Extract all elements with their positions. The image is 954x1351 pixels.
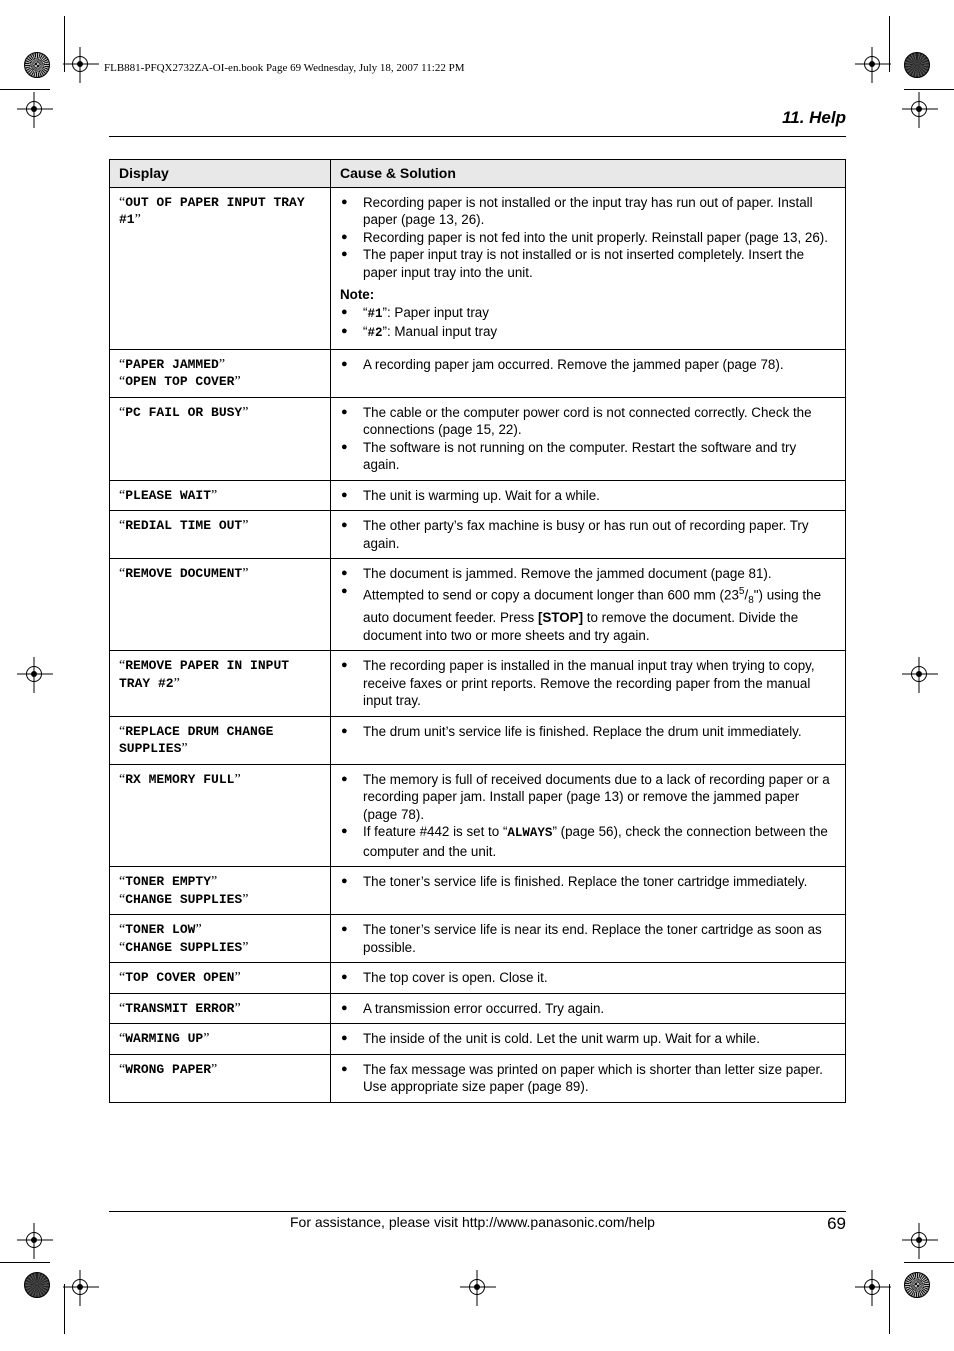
cause-solution bbox=[331, 559, 846, 651]
stop-key-label: [STOP] bbox=[537, 610, 584, 626]
table-row bbox=[110, 349, 846, 397]
list-item: ● The inside of the unit is cold. Let the unit warm up. Wait for a while. bbox=[340, 1030, 836, 1048]
display-message: “REMOVE DOCUMENT” bbox=[110, 559, 331, 651]
crosshair-icon bbox=[72, 1279, 88, 1295]
list-item: ● A transmission error occurred. Try again. bbox=[340, 1000, 836, 1018]
list-item: ● The toner’s service life is finished. Replace the toner cartridge immediately. bbox=[340, 873, 836, 891]
color-rosette-icon bbox=[904, 1272, 930, 1298]
table-row bbox=[110, 397, 846, 480]
display-message: “WRONG PAPER” bbox=[110, 1054, 331, 1102]
list-item: ● The memory is full of received documents due to a lack of recording paper or a recording paper jam. Install paper (page 13) or remove the jammed paper (page 78). bbox=[340, 771, 836, 824]
color-rosette-icon bbox=[904, 52, 930, 78]
cause-solution bbox=[331, 716, 846, 764]
display-message: “REMOVE PAPER IN INPUT TRAY #2” bbox=[110, 651, 331, 717]
color-rosette-icon bbox=[24, 52, 50, 78]
table-row bbox=[110, 1024, 846, 1055]
list-item: ● Recording paper is not installed or the input tray has run out of paper. Install paper (page 13, 26). bbox=[340, 194, 836, 229]
list-item: ● The recording paper is installed in the manual input tray when trying to copy, receive faxes or print reports. Remove the recording paper from the manual input tray. bbox=[340, 657, 836, 710]
crosshair-icon bbox=[911, 1232, 927, 1248]
cause-solution bbox=[331, 1024, 846, 1055]
table-row bbox=[110, 963, 846, 994]
cause-solution bbox=[331, 993, 846, 1024]
cause-solution bbox=[331, 963, 846, 994]
display-message: “TONER EMPTY” “CHANGE SUPPLIES” bbox=[110, 867, 331, 915]
crosshair-icon bbox=[911, 101, 927, 117]
list-item: ● Attempted to send or copy a document longer than 600 mm $(23^5/_8")$ using the auto document feeder. Press [STOP] to remove the document. Divide the document into two or more sheets and try again. bbox=[340, 583, 836, 645]
cause-solution bbox=[331, 867, 846, 915]
display-message: “OUT OF PAPER INPUT TRAY #1” bbox=[110, 187, 331, 349]
list-item: ● If feature #442 is set to “ALWAYS” (page 56), check the connection between the computer and the unit. bbox=[340, 823, 836, 860]
column-header-cause-solution: Cause & Solution bbox=[331, 160, 846, 188]
display-message: “TOP COVER OPEN” bbox=[110, 963, 331, 994]
display-message: “PC FAIL OR BUSY” bbox=[110, 397, 331, 480]
cause-solution bbox=[331, 764, 846, 867]
list-item: ● The fax message was printed on paper which is shorter than letter size paper. Use appropriate size paper (page 89). bbox=[340, 1061, 836, 1096]
list-item: ● “#1”: Paper input tray bbox=[340, 304, 836, 324]
display-message: “TONER LOW” “CHANGE SUPPLIES” bbox=[110, 915, 331, 963]
display-message: “PAPER JAMMED” “OPEN TOP COVER” bbox=[110, 349, 331, 397]
table-row bbox=[110, 993, 846, 1024]
table-row bbox=[110, 559, 846, 651]
cause-solution bbox=[331, 480, 846, 511]
header-divider bbox=[109, 136, 846, 137]
display-message: “TRANSMIT ERROR” bbox=[110, 993, 331, 1024]
display-message: “REPLACE DRUM CHANGE SUPPLIES” bbox=[110, 716, 331, 764]
crosshair-icon bbox=[72, 56, 88, 72]
list-item: ● The drum unit’s service life is finished. Replace the drum unit immediately. bbox=[340, 723, 836, 741]
footer-divider bbox=[109, 1211, 846, 1212]
table-row bbox=[110, 480, 846, 511]
crosshair-icon bbox=[469, 1279, 485, 1295]
cause-solution bbox=[331, 511, 846, 559]
table-row bbox=[110, 764, 846, 867]
help-table bbox=[109, 159, 846, 1103]
display-message: “WARMING UP” bbox=[110, 1024, 331, 1055]
display-message: “REDIAL TIME OUT” bbox=[110, 511, 331, 559]
list-item: ● The toner’s service life is near its end. Replace the toner cartridge as soon as possible. bbox=[340, 921, 836, 956]
note-title: Note: bbox=[340, 287, 375, 302]
table-row bbox=[110, 511, 846, 559]
cause-solution bbox=[331, 915, 846, 963]
list-item: ● “#2”: Manual input tray bbox=[340, 323, 836, 343]
assistance-text: For assistance, please visit http://www.panasonic.com/help bbox=[290, 1214, 655, 1230]
table-row bbox=[110, 867, 846, 915]
list-item: ● The top cover is open. Close it. bbox=[340, 969, 836, 987]
cause-solution bbox=[331, 651, 846, 717]
table-row bbox=[110, 716, 846, 764]
list-item: ● The software is not running on the computer. Restart the software and try again. bbox=[340, 439, 836, 474]
list-item: ● A recording paper jam occurred. Remove the jammed paper (page 78). bbox=[340, 356, 836, 374]
table-row bbox=[110, 1054, 846, 1102]
cause-solution bbox=[331, 349, 846, 397]
list-item: ● Recording paper is not fed into the unit properly. Reinstall paper (page 13, 26). bbox=[340, 229, 836, 247]
crosshair-icon bbox=[26, 101, 42, 117]
list-item: ● The unit is warming up. Wait for a while. bbox=[340, 487, 836, 505]
table-row bbox=[110, 915, 846, 963]
crosshair-icon bbox=[864, 1279, 880, 1295]
cause-solution bbox=[331, 397, 846, 480]
column-header-display: Display bbox=[110, 160, 331, 188]
list-item: ● The paper input tray is not installed or is not inserted completely. Insert the paper input tray into the unit. bbox=[340, 246, 836, 281]
display-message: “RX MEMORY FULL” bbox=[110, 764, 331, 867]
cause-solution bbox=[331, 187, 846, 349]
table-row bbox=[110, 651, 846, 717]
color-rosette-icon bbox=[24, 1272, 50, 1298]
crosshair-icon bbox=[911, 666, 927, 682]
display-message: “PLEASE WAIT” bbox=[110, 480, 331, 511]
page-number: 69 bbox=[827, 1214, 846, 1233]
crosshair-icon bbox=[26, 666, 42, 682]
table-header-row bbox=[110, 160, 846, 188]
list-item: ● The document is jammed. Remove the jammed document (page 81). bbox=[340, 565, 836, 583]
crosshair-icon bbox=[26, 1232, 42, 1248]
cause-solution bbox=[331, 1054, 846, 1102]
section-title: 11. Help bbox=[782, 108, 846, 127]
crosshair-icon bbox=[864, 56, 880, 72]
table-row bbox=[110, 187, 846, 349]
list-item: ● The other party’s fax machine is busy or has run out of recording paper. Try again. bbox=[340, 517, 836, 552]
list-item: ● The cable or the computer power cord is not connected correctly. Check the connections (page 15, 22). bbox=[340, 404, 836, 439]
book-file-info: FLB881-PFQX2732ZA-OI-en.book Page 69 Wednesday, July 18, 2007 11:22 PM bbox=[104, 62, 465, 74]
